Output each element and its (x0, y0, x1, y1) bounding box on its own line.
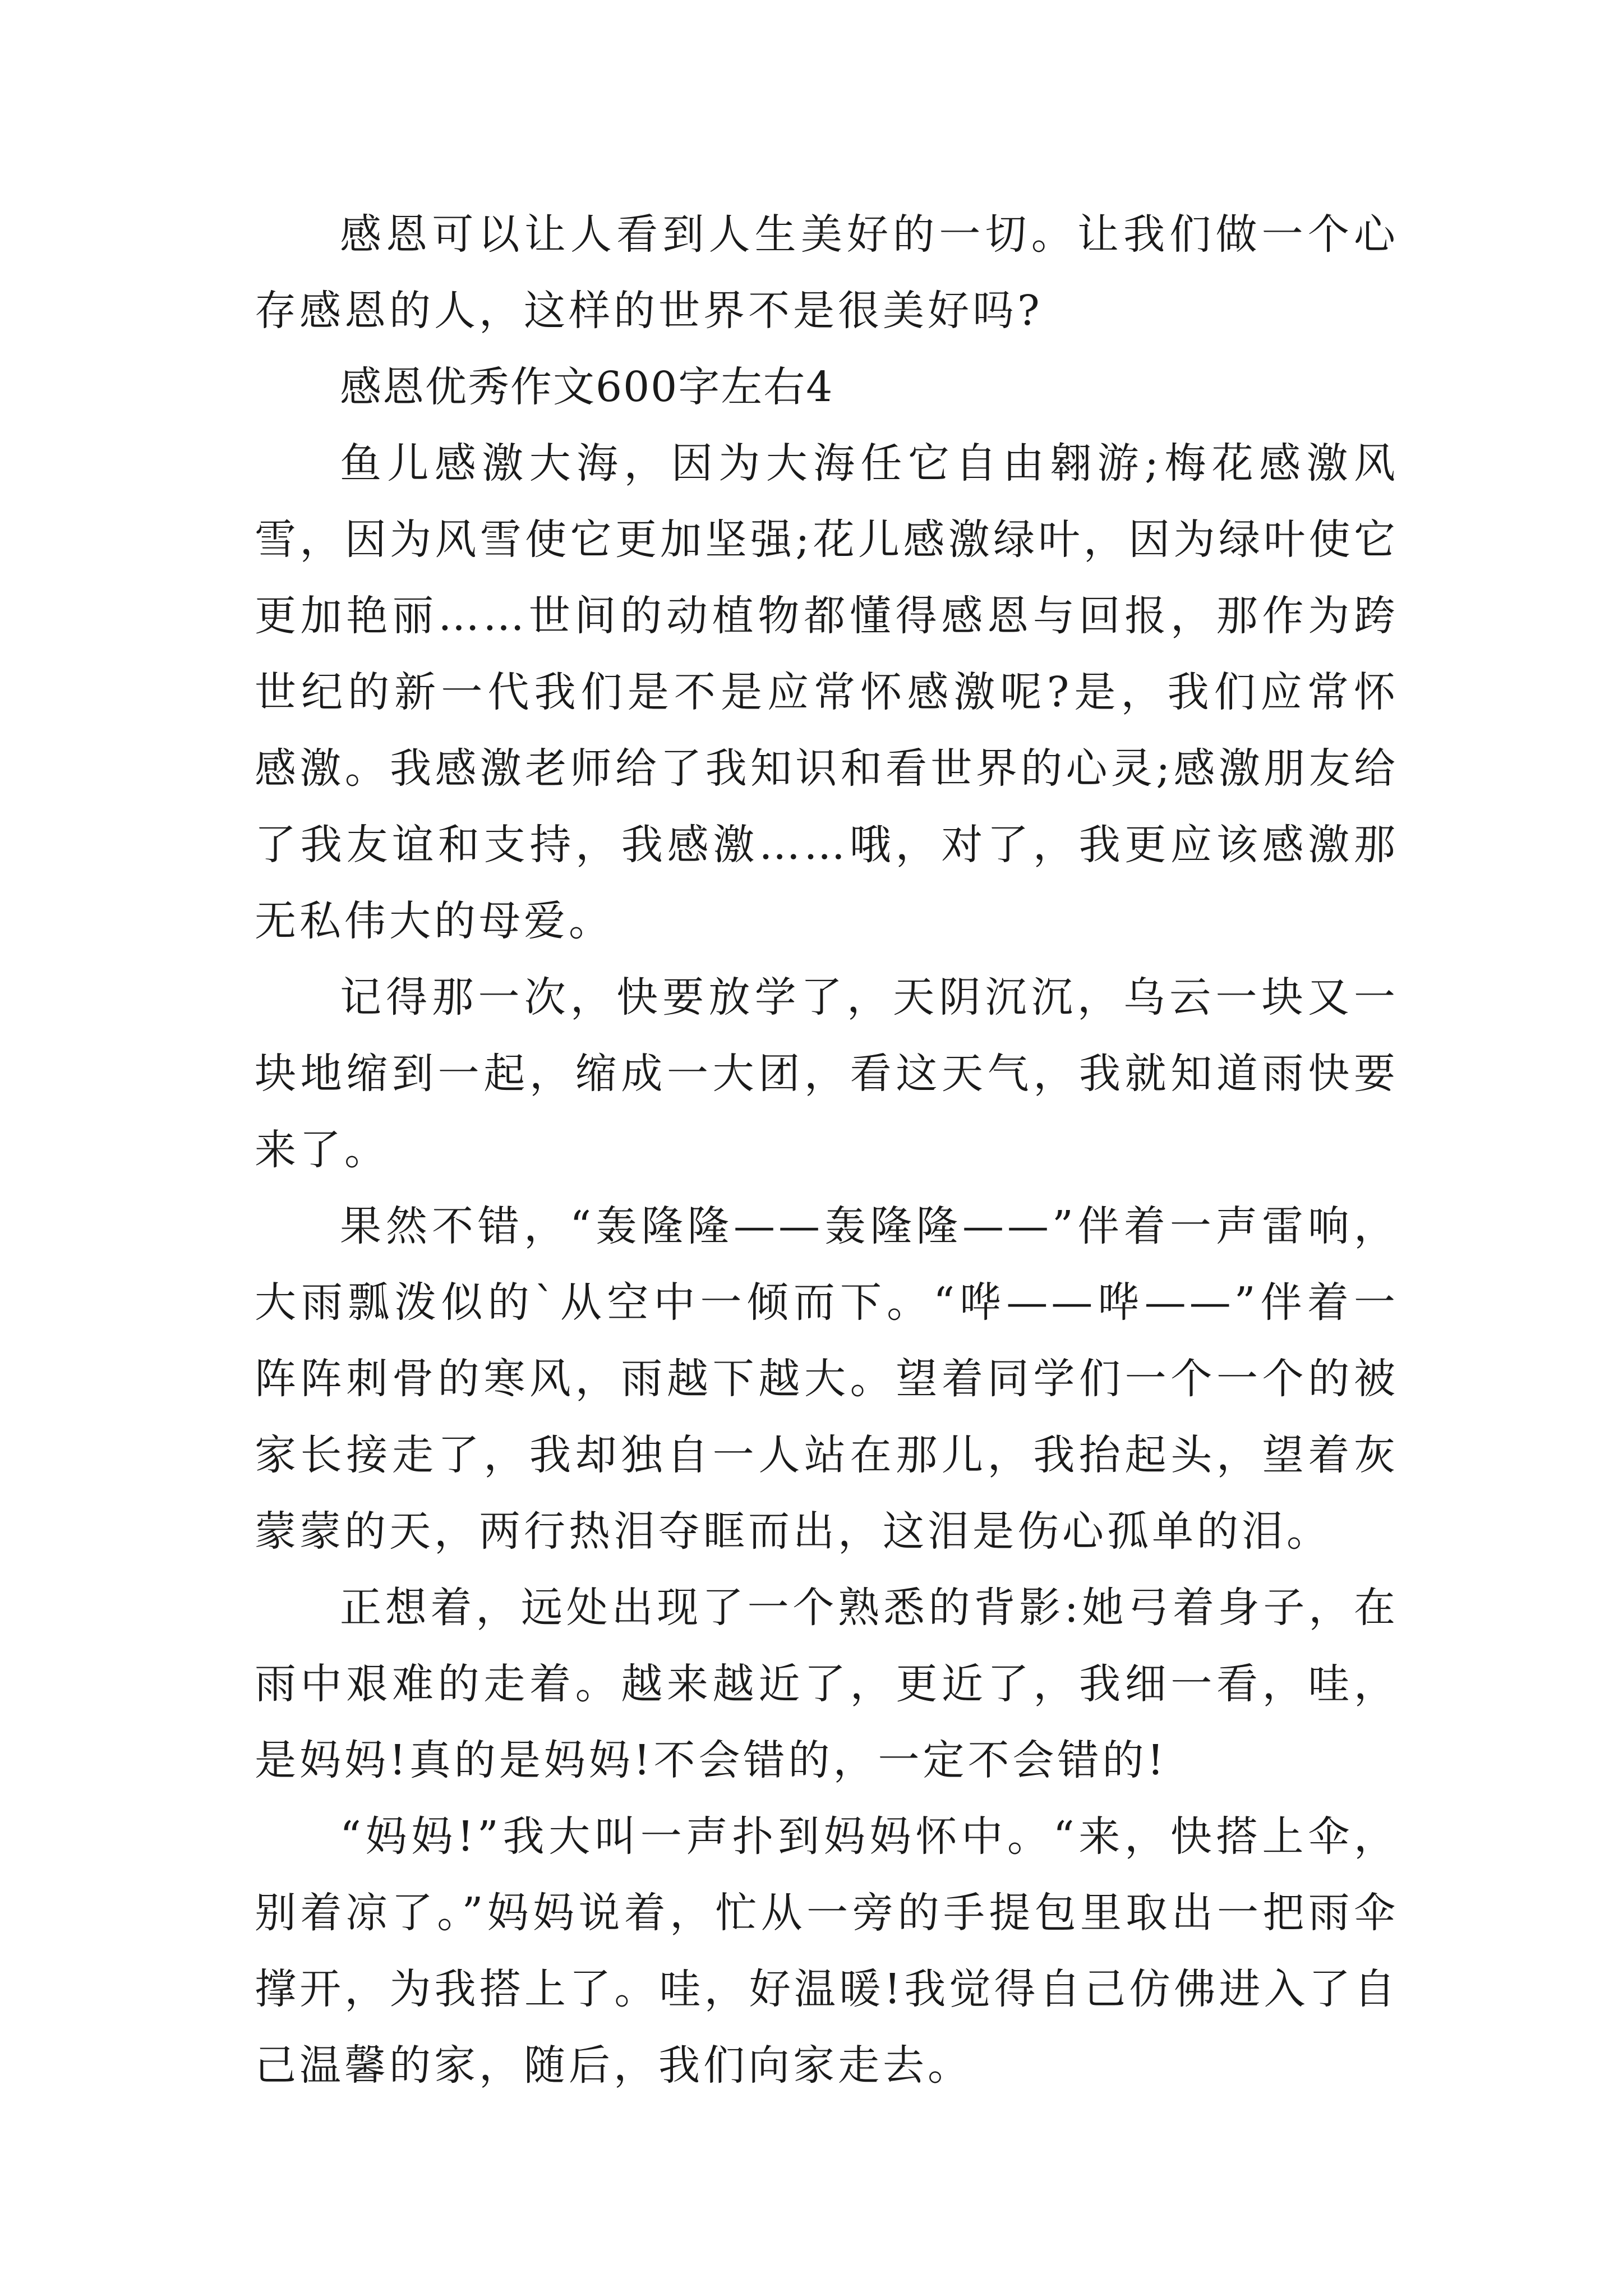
paragraph-umbrella: “妈妈!”我大叫一声扑到妈妈怀中。“来，快搭上伞，别着凉了。”妈妈说着，忙从一旁的手提包里取出一把雨伞撑开，为我搭上了。哇，好温暖!我觉得自己仿佛进入了自己温馨的家，随后，我们向家走去。 (255, 1812, 1399, 2090)
essay-title: 感恩优秀作文600字左右4 (340, 363, 834, 411)
paragraph-after-school: 记得那一次，快要放学了，天阴沉沉，乌云一块又一块地缩到一起，缩成一大团，看这天气，我就知道雨快要来了。 (255, 973, 1399, 1174)
paragraph-thunderstorm: 果然不错，“轰隆隆——轰隆隆——”伴着一声雷响，大雨瓢泼似的`从空中一倾而下。“哗——哗——”伴着一阵阵刺骨的寒风，雨越下越大。望着同学们一个一个的被家长接走了，我却独自一人站在那儿，我抬起头，望着灰蒙蒙的天，两行热泪夺眶而出，这泪是伤心孤单的泪。 (255, 1202, 1399, 1556)
paragraph-familiar-figure: 正想着，远处出现了一个熟悉的背影:她弓着身子，在雨中艰难的走着。越来越近了，更近了，我细一看，哇，是妈妈!真的是妈妈!不会错的，一定不会错的! (255, 1584, 1399, 1784)
document-body (255, 196, 1399, 2104)
paragraph-gratitude-conclusion: 感恩可以让人看到人生美好的一切。让我们做一个心存感恩的人，这样的世界不是很美好吗? (255, 210, 1399, 335)
paragraph-fish-and-sea: 鱼儿感激大海，因为大海任它自由翱游;梅花感激风雪，因为风雪使它更加坚强;花儿感激绿叶，因为绿叶使它更加艳丽……世间的动植物都懂得感恩与回报，那作为跨世纪的新一代我们是不是应常怀感激呢?是，我们应常怀感激。我感激老师给了我知识和看世界的心灵;感激朋友给了我友谊和支持，我感激……哦，对了，我更应该感激那无私伟大的母爱。 (255, 439, 1399, 945)
